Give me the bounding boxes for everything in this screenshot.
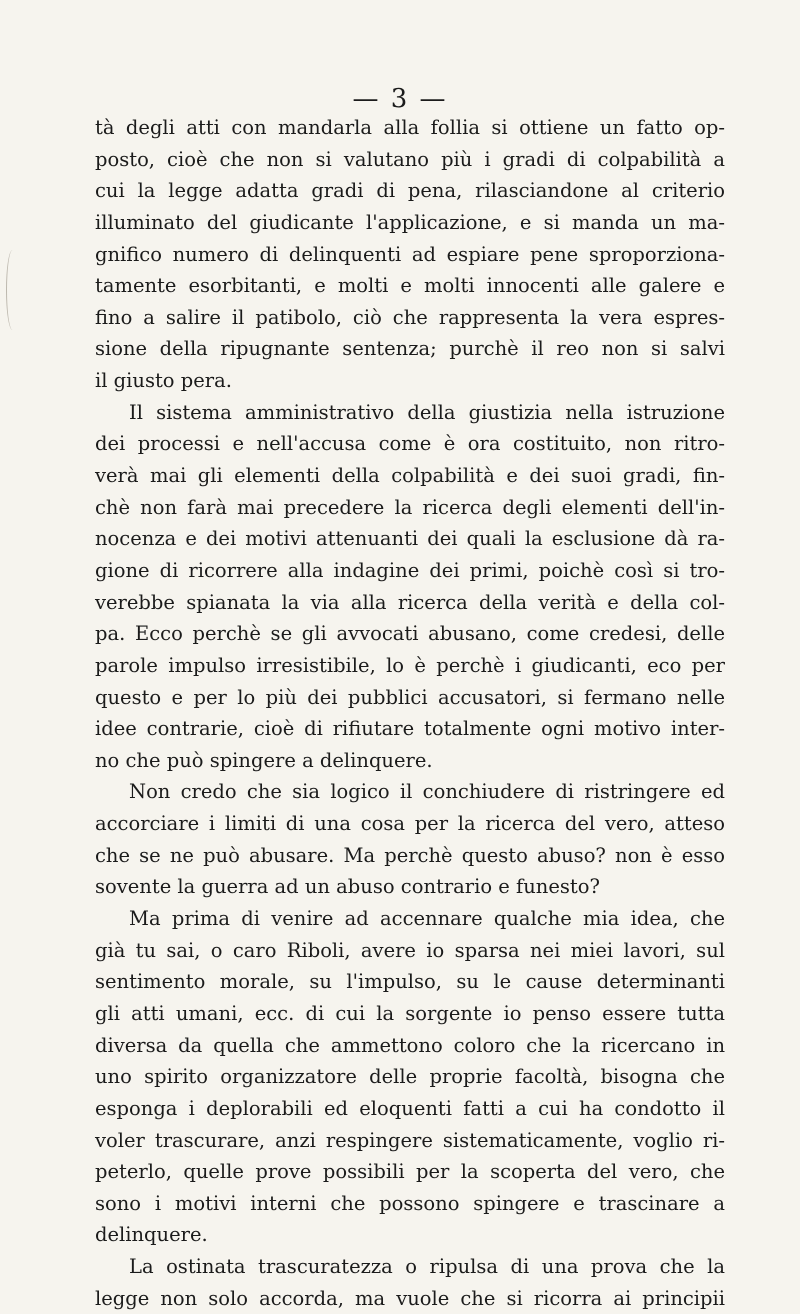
text-line: nocenza e dei motivi attenuanti dei quali la esclusione dà ra- (95, 527, 725, 551)
text-line: il giusto pera. (95, 369, 232, 393)
text-line: esponga i deplorabili ed eloquenti fatti a cui ha condotto il (95, 1096, 725, 1120)
text-line: voler trascurare, anzi respingere sistematicamente, voglio ri- (95, 1128, 725, 1152)
text-line: diversa da quella che ammettono coloro che la ricercano in (95, 1033, 725, 1057)
text-line: dei processi e nell'accusa come è ora costituito, non ritro- (95, 432, 725, 456)
text-line: gli atti umani, ecc. di cui la sorgente io penso essere tutta (95, 1001, 725, 1025)
body-text (95, 112, 725, 1314)
margin-mark (6, 250, 19, 330)
text-line: illuminato del giudicante l'applicazione, e si manda un ma- (95, 210, 725, 234)
text-line: già tu sai, o caro Riboli, avere io sparsa nei miei lavori, sul (95, 938, 725, 962)
text-line: fino a salire il patibolo, ciò che rappresenta la vera espres- (95, 305, 725, 329)
text-line: uno spirito organizzatore delle proprie facoltà, bisogna che (95, 1065, 725, 1089)
text-line: tamente esorbitanti, e molti e molti innocenti alle galere e (95, 274, 725, 298)
text-line: sono i motivi interni che possono spingere e trascinare a (95, 1191, 725, 1215)
text-line: verà mai gli elementi della colpabilità e dei suoi gradi, fin- (95, 464, 725, 488)
text-line: pa. Ecco perchè se gli avvocati abusano, come credesi, delle (95, 622, 725, 646)
text-line: peterlo, quelle prove possibili per la scoperta del vero, che (95, 1160, 725, 1184)
text-line: delinquere. (95, 1223, 208, 1247)
text-line: cui la legge adatta gradi di pena, rilasciandone al criterio (95, 179, 725, 203)
text-line: tà degli atti con mandarla alla follia si ottiene un fatto op- (95, 116, 725, 139)
page-number: — 3 — (352, 84, 448, 114)
text-line: no che può spingere a delinquere. (95, 748, 433, 772)
text-line: sione della ripugnante sentenza; purchè il reo non si salvi (95, 337, 725, 361)
text-line: parole impulso irresistibile, lo è perchè i giudicanti, eco per (95, 653, 725, 677)
text-line: idee contrarie, cioè di rifiutare totalmente ogni motivo inter- (95, 717, 725, 741)
text-line: gione di ricorrere alla indagine dei primi, poichè così si tro- (95, 558, 725, 582)
text-line: chè non farà mai precedere la ricerca degli elementi dell'in- (95, 495, 725, 519)
text-line: che se ne può abusare. Ma perchè questo abuso? non è esso (95, 843, 725, 867)
text-line: sovente la guerra ad un abuso contrario e funesto? (95, 875, 600, 899)
text-line: La ostinata trascuratezza o ripulsa di una prova che la (129, 1255, 725, 1279)
text-line: verebbe spianata la via alla ricerca della verità e della col- (95, 590, 725, 614)
text-line: Il sistema amministrativo della giustizia nella istruzione (129, 400, 725, 424)
text-line: accorciare i limiti di una cosa per la ricerca del vero, atteso (95, 812, 725, 836)
text-line: posto, cioè che non si valutano più i gradi di colpabilità a (95, 147, 725, 171)
text-line: Non credo che sia logico il conchiudere di ristringere ed (129, 780, 725, 804)
text-line: gnifico numero di delinquenti ad espiare pene sproporziona- (95, 242, 725, 266)
text-line: legge non solo accorda, ma vuole che si ricorra ai principii (95, 1286, 725, 1310)
text-line: sentimento morale, su l'impulso, su le cause determinanti (95, 970, 725, 994)
text-line: questo e per lo più dei pubblici accusatori, si fermano nelle (95, 685, 725, 709)
text-line: Ma prima di venire ad accennare qualche mia idea, che (129, 907, 725, 931)
